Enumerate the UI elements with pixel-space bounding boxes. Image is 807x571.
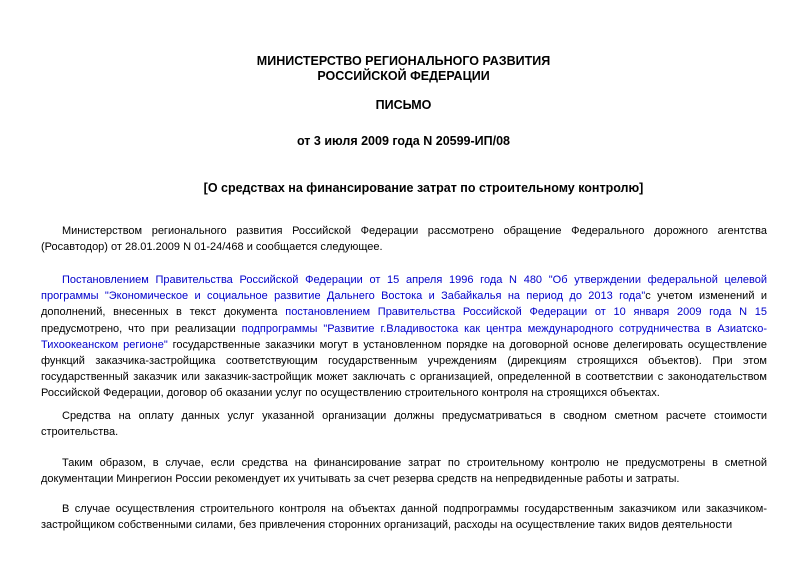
decree-480-link[interactable]: Постановлением Правительства Российской Федерации от 15 апреля 1996 года N 480 "Об утверждении федеральной целевой программы "Экономическое и социальное развитие Дальнего Востока и Забайкалья на период до 2013 года" xyxy=(41,274,767,303)
organization-line-2: РОССИЙСКОЙ ФЕДЕРАЦИИ xyxy=(317,69,490,83)
subprogram-vladivostok-link[interactable]: подпрограммы "Развитие г.Владивостока как центра международного сотрудничества в Азиатско-Тихоокеанском регионе" xyxy=(41,322,767,351)
paragraph-funding: Средства на оплату данных услуг указанной организации должны предусматриваться в сводном сметном расчете стоимости строительства. xyxy=(41,410,767,439)
paragraph-text: предусмотрено, что при реализации xyxy=(41,322,242,335)
paragraph-text: государственные заказчики могут в установленном порядке на договорной основе делегировать осуществление функций заказчика-застройщика соответствующим государственным учреждениям (дирекциям строящихся объектов). При этом государственный заказчик или заказчик-застройщик может заключать с организацией, определенной в соответствии с законодательством Российской Федерации, договор об оказании услуг по осуществлению строительного контроля на строящихся объектах. xyxy=(41,338,767,400)
paragraph-text: с учетом изменений и дополнений, внесенных в текст документа xyxy=(41,290,767,319)
paragraph-own-forces: В случае осуществления строительного контроля на объектах данной подпрограммы государственным заказчиком или заказчиком-застройщиком собственными силами, без привлечения сторонних организаций, расходы на осуществление таких видов деятельности xyxy=(41,503,767,532)
decree-15-link[interactable]: постановлением Правительства Российской Федерации от 10 января 2009 года N 15 xyxy=(285,306,767,319)
document-date-number: от 3 июля 2009 года N 20599-ИП/08 xyxy=(296,134,511,148)
document-subject: [О средствах на финансирование затрат по строительному контролю] xyxy=(203,181,644,195)
organization-line-1: МИНИСТЕРСТВО РЕГИОНАЛЬНОГО РАЗВИТИЯ xyxy=(256,54,551,68)
paragraph-recommendation: Таким образом, в случае, если средства на финансирование затрат по строительному контролю не предусмотрены в сметной документации Минрегион России рекомендует их учитывать за счет резерва средств на непредвиденные работы и затраты. xyxy=(41,457,767,486)
paragraph-legal-basis xyxy=(41,272,767,402)
issuing-organization xyxy=(0,54,807,84)
document-type: ПИСЬМО xyxy=(375,98,432,112)
paragraph-intro: Министерством регионального развития Российской Федерации рассмотрено обращение Федерального дорожного агентства (Росавтодор) от 28.01.2009 N 01-24/468 и сообщается следующее. xyxy=(41,225,767,254)
